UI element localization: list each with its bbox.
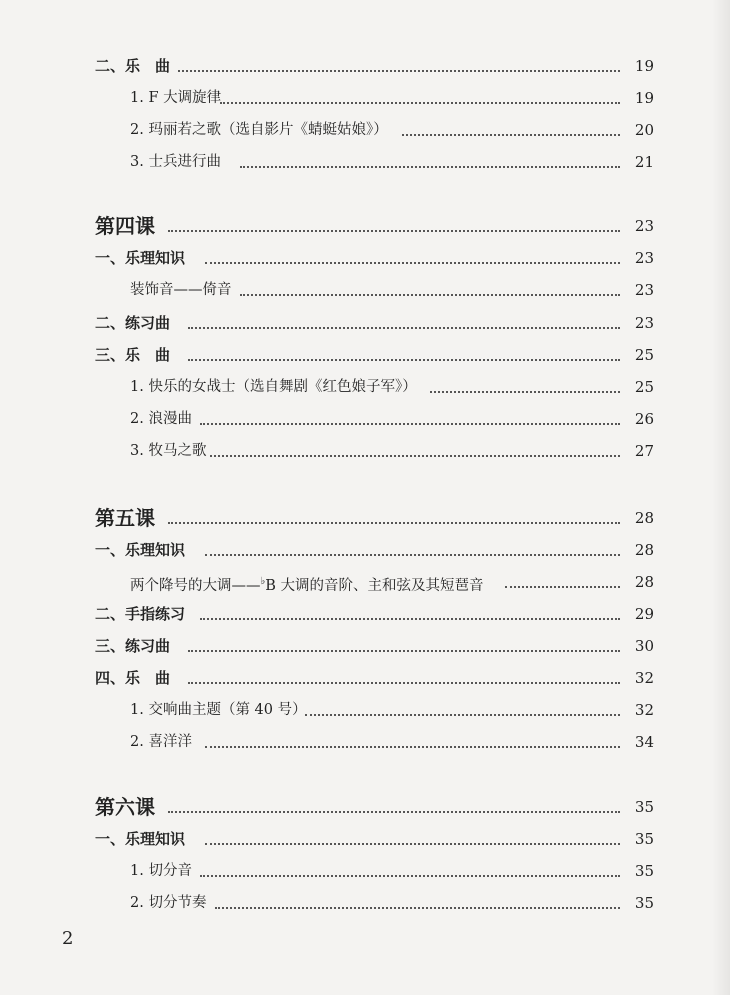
toc-entry[interactable] <box>0 405 730 433</box>
toc-entry-page: 28 <box>634 541 654 559</box>
toc-entry[interactable] <box>0 341 730 369</box>
toc-entry[interactable] <box>0 664 730 692</box>
toc-entry-page: 28 <box>634 509 654 527</box>
leader-dots <box>168 811 620 813</box>
leader-dots <box>205 746 620 748</box>
leader-dots <box>210 455 620 457</box>
toc-entry-page: 23 <box>634 249 654 267</box>
toc-entry-page: 25 <box>634 346 654 364</box>
toc-entry-page: 35 <box>634 798 654 816</box>
toc-lesson-heading[interactable] <box>0 504 730 532</box>
leader-dots <box>178 70 620 72</box>
toc-entry[interactable] <box>0 568 730 596</box>
toc-entry-page: 27 <box>634 442 654 460</box>
toc-entry[interactable] <box>0 536 730 564</box>
toc-entry-page: 29 <box>634 605 654 623</box>
toc-entry[interactable] <box>0 84 730 112</box>
toc-entry[interactable] <box>0 52 730 80</box>
leader-dots <box>402 134 620 136</box>
leader-dots <box>200 423 620 425</box>
toc-entry-label: 第四课 <box>95 214 155 238</box>
toc-entry[interactable] <box>0 857 730 885</box>
leader-dots <box>200 875 620 877</box>
toc-entry-label: 1. 快乐的女战士（选自舞剧《红色娘子军》） <box>130 379 417 395</box>
leader-dots <box>188 650 620 652</box>
toc-entry-page: 23 <box>634 217 654 235</box>
toc-entry-page: 19 <box>634 89 654 107</box>
toc-entry-page: 35 <box>634 862 654 880</box>
leader-dots <box>505 586 620 588</box>
toc-entry-label: 1. F 大调旋律 <box>130 90 222 106</box>
toc-entry[interactable] <box>0 825 730 853</box>
toc-entry-label: 四、乐 曲 <box>95 669 171 687</box>
toc-entry-page: 35 <box>634 894 654 912</box>
label-text: 两个降号的大调—— <box>130 577 261 594</box>
toc-entry-label: 3. 牧马之歌 <box>130 443 207 459</box>
leader-dots <box>240 166 620 168</box>
toc-entry[interactable] <box>0 600 730 628</box>
toc-entry-label: 装饰音——倚音 <box>130 282 232 298</box>
toc-lesson-heading[interactable] <box>0 793 730 821</box>
toc-entry[interactable] <box>0 309 730 337</box>
toc-entry-label: 2. 切分节奏 <box>130 895 207 911</box>
leader-dots <box>188 359 620 361</box>
toc-lesson-heading[interactable] <box>0 212 730 240</box>
toc-entry-label: 二、手指练习 <box>95 605 186 623</box>
label-text: B 大调的音阶、主和弦及其短琶音 <box>265 577 484 594</box>
toc-entry-page: 26 <box>634 410 654 428</box>
toc-entry-label: 一、乐理知识 <box>95 830 186 848</box>
leader-dots <box>430 391 620 393</box>
leader-dots <box>200 618 620 620</box>
toc-entry-page: 20 <box>634 121 654 139</box>
toc-entry-label: 第五课 <box>95 506 155 530</box>
leader-dots <box>240 294 620 296</box>
toc-entry[interactable] <box>0 116 730 144</box>
page-number: 2 <box>62 928 74 949</box>
toc-entry-label: 1. 交响曲主题（第 40 号） <box>130 702 307 718</box>
toc-entry-label: 三、乐 曲 <box>95 346 171 364</box>
toc-entry[interactable] <box>0 728 730 756</box>
leader-dots <box>205 554 620 556</box>
toc-entry[interactable] <box>0 244 730 272</box>
toc-entry-page: 34 <box>634 733 654 751</box>
toc-entry-label: 2. 喜洋洋 <box>130 734 192 750</box>
toc-entry-page: 35 <box>634 830 654 848</box>
leader-dots <box>305 714 620 716</box>
toc-entry-label: 3. 士兵进行曲 <box>130 154 221 170</box>
toc-entry-label: 1. 切分音 <box>130 863 192 879</box>
toc-entry[interactable] <box>0 276 730 304</box>
toc-entry-page: 32 <box>634 701 654 719</box>
leader-dots <box>205 843 620 845</box>
toc-entry-page: 23 <box>634 314 654 332</box>
toc-entry[interactable] <box>0 696 730 724</box>
leader-dots <box>220 102 620 104</box>
toc-entry-label: 2. 玛丽若之歌（选自影片《蜻蜓姑娘》） <box>130 122 388 138</box>
toc-entry-page: 25 <box>634 378 654 396</box>
toc-entry[interactable] <box>0 437 730 465</box>
toc-entry-label <box>130 568 483 600</box>
toc-entry-label: 一、乐理知识 <box>95 541 186 559</box>
leader-dots <box>215 907 620 909</box>
leader-dots <box>168 522 620 524</box>
toc-entry-page: 32 <box>634 669 654 687</box>
flat-sign-icon: ♭ <box>260 576 266 587</box>
toc-entry-label: 一、乐理知识 <box>95 249 186 267</box>
toc-entry-page: 21 <box>634 153 654 171</box>
toc-entry-label: 二、练习曲 <box>95 314 171 332</box>
toc-entry[interactable] <box>0 373 730 401</box>
leader-dots <box>168 230 620 232</box>
toc-entry-page: 23 <box>634 281 654 299</box>
toc-entry[interactable] <box>0 148 730 176</box>
toc-entry-page: 19 <box>634 57 654 75</box>
toc-entry[interactable] <box>0 632 730 660</box>
toc-entry[interactable] <box>0 889 730 917</box>
leader-dots <box>188 327 620 329</box>
leader-dots <box>188 682 620 684</box>
toc-entry-label: 二、乐 曲 <box>95 57 171 75</box>
toc-entry-label: 第六课 <box>95 795 155 819</box>
toc-entry-page: 30 <box>634 637 654 655</box>
toc-entry-label: 三、练习曲 <box>95 637 171 655</box>
leader-dots <box>205 262 620 264</box>
toc-entry-label: 2. 浪漫曲 <box>130 411 192 427</box>
toc-entry-page: 28 <box>634 573 654 591</box>
